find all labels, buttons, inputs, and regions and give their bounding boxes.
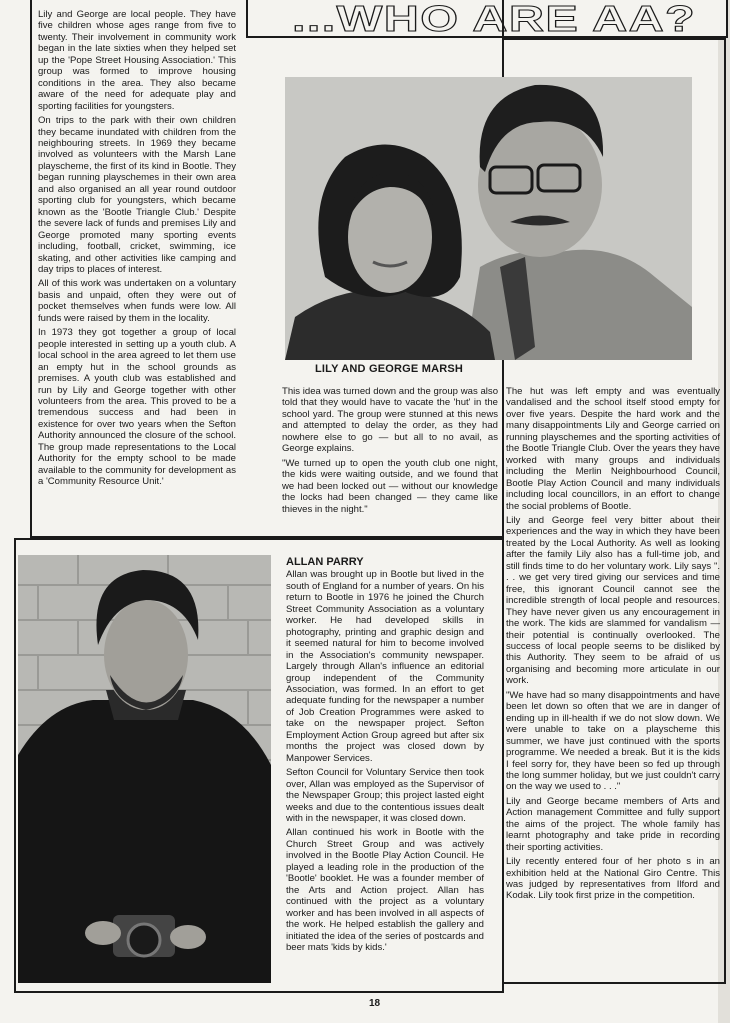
allan-heading: ALLAN PARRY: [286, 556, 364, 568]
paragraph: Sefton Council for Voluntary Service then took over, Allan was employed as the Supervisor of the Newspaper Group; this project lasted eight weeks and due to the contentious issues dealt with in the newspaper, it was closed down.: [286, 767, 484, 824]
paragraph: "We turned up to open the youth club one night, the kids were waiting outside, and we found that we had been locked out — without our knowledge the locks had been changed — they came like thieves in the night.": [282, 457, 498, 515]
paragraph: All of this work was undertaken on a voluntary basis and unpaid, often they were out of pocket themselves when funds were low. All funds were raised by them in the locality.: [38, 278, 236, 324]
page-title-text: ...WHO ARE AA?: [292, 0, 697, 38]
lily-george-column-1: [38, 9, 236, 491]
allan-photo: [18, 555, 271, 983]
paragraph: Lily and George feel very bitter about their experiences and the way in which they have been treated by the Local Authority. As well as looking after the family Lily also has a full-time job, and still finds time to do her voluntary work. Lily says ". . . we get very tired giving our services and time free, this ignorant Council cannot see the incredible strength of local people and resources. They have never given us any encouragement in the work. The kids are slammed for vandalism — their potential is continually overlooked. The success of local people seems to be disliked by this Authority. They seem to be afraid of us organising and becoming more articulate in our work.: [506, 514, 720, 687]
lily-george-illustration: [285, 77, 692, 360]
paragraph: In 1973 they got together a group of local people interested in setting up a youth club. A local school in the area agreed to let them use an empty hut in the school grounds as premises. A youth club was established and run by Lily and George together with other volunteers from the area. This proved to be a tremendous success and had been in existence for over two years when the Sefton Authority announced the closure of the school. The group made representations to the Local Authority for the empty school to be made available to the community for development as a 'Community Resource Unit.': [38, 327, 236, 488]
paragraph: Lily and George became members of Arts and Action management Committee and fully support the aims of the project. The whole family has learnt photography and take pride in recording their sporting activities.: [506, 795, 720, 853]
lily-george-caption: LILY AND GEORGE MARSH: [315, 363, 464, 375]
paragraph: On trips to the park with their own children they became inundated with children from the neighbouring streets. In 1969 they became involved as volunteers with the Marsh Lane playscheme, the first of its kind in Bootle. They began running playschemes in their own area and also organised an all year round outdoor sporting club for youngsters, which became known as the 'Bootle Triangle Club.' Despite the severe lack of funds and premises Lily and George promoted many sporting events including, football, cricket, swimming, ice skating, and other activities like camping and day trips to places of interest.: [38, 115, 236, 275]
allan-column: [286, 557, 484, 956]
allan-illustration: [18, 555, 271, 983]
lily-george-column-3: [506, 386, 720, 905]
paragraph: This idea was turned down and the group was also told that they would have to vacate the 'hut' in the school yard. The group were stunned at this news and attempted to delay the order, as they had nowhere else to go — but all to no avail, as George explains.: [282, 386, 498, 455]
lily-george-column-2: [282, 386, 498, 518]
paragraph: "We have had so many disappointments and have been let down so often that we are in danger of ending up in ill-health if we do not slow down. We were unable to take on a playscheme this summer, we have just continued with the sports programme. We needed a break. But it is the kids I feel sorry for, they have been so fed up through the long summer holiday, but we just couldn't carry on the way we used to . . .": [506, 689, 720, 793]
paragraph: Allan was brought up in Bootle but lived in the south of England for a number of years. On his return to Bootle in 1976 he joined the Church Street Community Association as a voluntary worker. He had developed skills in photography, printing and graphic design and it seemed natural for him to become involved in the Association's community newspaper. Largely through Allan's influence an editorial group independent of the Community Association, was formed. In an effort to get adequate funding for the newspaper a number of Job Creation Programmes were asked to take on the newspaper project. Sefton Employment Action Group agreed but after six months the project was closed down by Manpower Services.: [286, 569, 484, 764]
lily-george-photo: [285, 77, 692, 360]
paragraph: Allan continued his work in Bootle with the Church Street Group and was actively involved in the Bootle Play Action Council. He played a leading role in the production of the 'Bootle' booklet. He was a founder member of the Arts and Action project. Allan has continued with the project as a voluntary worker and has been involved in all aspects of the work. He helped establish the gallery and initiated the idea of the series of postcards and beer mats 'kids by kids.': [286, 827, 484, 953]
paragraph: Lily recently entered four of her photo s in an exhibition held at the National Giro Centre. This was judged by representatives from Ilford and Kodak. Lily took first prize in the competition.: [506, 856, 720, 902]
paragraph: The hut was left empty and was eventually vandalised and the school itself stood empty for over five years. Despite the hard work and the many disappointments Lily and George carried on running playschemes and the sporting activities of the Bootle Triangle Club. Over the years they have worked with many groups and individuals including the Merlin Neighbourhood Council, Bootle Play Action Council and many individuals including local councillors, in an effort to change the social problems of Bootle.: [506, 386, 720, 512]
page-number: 18: [369, 998, 381, 1009]
paragraph: Lily and George are local people. They have five children whose ages range from five to twenty. Their involvement in community work began in the late sixties when they helped set up the 'Pope Street Housing Association.' This group was formed to improve housing conditions in the area. They also became aware of the need for adequate play and sporting facilities for youngsters.: [38, 9, 236, 112]
